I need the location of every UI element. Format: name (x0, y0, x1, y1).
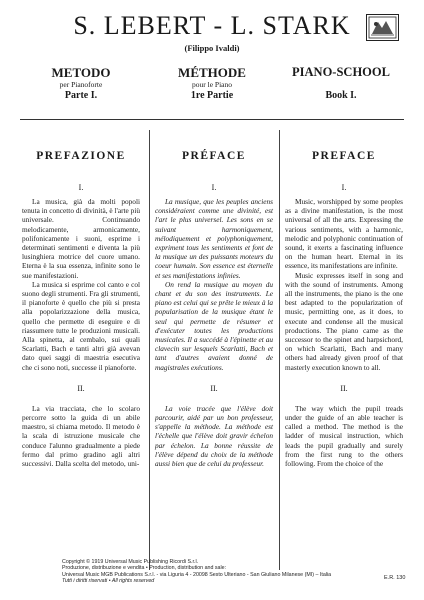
paragraph: La musica si esprime col canto e col suono degli strumenti. Fra gli strumenti, il pianoforte è quello che più si presta alla popolarizzazione della musica, quello che permette di eseguire e di riassumere tutte le produzioni musicali. Alla spinetta, al cembalo, sui quali Scarlatti, Bach e tanti altri già avevan dato quei saggi di maestria esecutiva che ci sono noti, successe il pianoforte. (22, 279, 140, 372)
paragraph: Music expresses itself in song and with the sound of instruments. Among all the instruments, the piano is the one best adapted to the popularization of music, permitting one, as it does, to execute and condense all the musical productions. The piano came as the successor to the spinet and harpsichord, on which Scarlatti, Bach and many others had already given proof of that masterly execution known to all. (285, 270, 403, 372)
footer-line: Tutti i diritti riservati • All rights reserved (62, 578, 155, 585)
section-number: I. (341, 183, 347, 192)
footer-line: Produzione, distribuzione e vendita • Production, distribution and sale: (62, 565, 227, 572)
section-title-italian: PREFAZIONE (36, 150, 126, 162)
head-italian-part: Parte I. (64, 90, 98, 101)
head-english-title: PIANO-SCHOOL (292, 65, 390, 79)
page-title: S. LEBERT - L. STARK (73, 11, 351, 40)
paragraph: La musica, già da molti popoli tenuta in concetto di divinità, è l'arte più universale. Continuando melodicamente, armonicamente, polifonicamente i suoni, esprime i determinati sentimenti e diventa la più lusinghiera motrice del cuore umano. Eterna è la sua essenza, infinite sono le sue manifestazioni. (22, 197, 140, 280)
footer-line: Universal Music MGB Publications S.r.l. - via Liguria 4 - 20098 Sesto Ulteriano - San Giuliano Milanese (MI) – Italia (62, 571, 332, 578)
column-italian (22, 150, 140, 468)
section-number: I. (78, 183, 84, 192)
paragraph: On rend la musique au moyen du chant et du son des instruments. Le piano est celui qui se prête le mieux à la popularisation de la musique étant le seul qui permette de résumer et d'exécuter toutes les productions musicales. Il a succédé à l'épinette et au clavecin sur lesquels Scarlatti, Bach et tant d'autres avaient donné de magistrales exécutions. (155, 279, 273, 372)
head-french (157, 65, 267, 102)
head-english-part: Book I. (325, 90, 357, 101)
head-italian-sub: per Pianoforte (59, 80, 103, 89)
paragraph: The way which the pupil treads under the guide of an able teacher is called a method. The method is the ladder of musical instruction, which leads the pupil gradually and surely from the first rung to the others following. From the choice of the (285, 403, 403, 469)
publisher-logo-icon (366, 14, 399, 41)
column-divider-left (149, 130, 150, 570)
head-italian-title: METODO (51, 65, 111, 80)
footer-line: Copyright © 1919 Universal Music Publishing Ricordi S.r.l. (62, 559, 199, 565)
section-title-french: PRÉFACE (182, 150, 246, 162)
column-french (155, 150, 273, 468)
paragraph: La voie tracée que l'élève doit parcourir, aidé par un bon professeur, s'appelle la méthode. La méthode est l'échelle que l'élève doit gravir échelon par échelon. La bonne réussite de l'élève dépend du choix de la méthode aussi bien que de celui du professeur. (155, 403, 273, 469)
section-title-english: PREFACE (312, 150, 376, 162)
head-english-sub (286, 80, 396, 89)
column-english (285, 150, 403, 468)
paragraph: La musique, que les peuples anciens considéraient comme une divinité, est l'art le plus universel. Les sons en se suivant harmoniquement, mélodiquement et polyphoniquement, expriment tous les sentiments et font de la musique un des puissants moteurs du coeur humain. Son essence est éternelle et ses manifestations infinies. (155, 197, 273, 280)
column-divider-right (279, 130, 280, 570)
paragraph: Music, worshipped by some peoples as a divine manifestation, is the most universal of all the arts. Expressing the various sentiments, with a harmonic, melodic and polyphonic continuation of sound, it exerts a fascinating influence on the human heart. Eternal in its essence, its manifestations are infinite. (285, 197, 403, 271)
head-french-part: 1re Partie (190, 90, 234, 101)
head-english (286, 65, 396, 102)
paragraph: La via tracciata, che lo scolaro percorre sotto la guida di un abile maestro, si chiama metodo. Il metodo è la scala di istruzione musicale che conduce l'alunno gradualmente a piede fermo dal primo gradino agli altri successivi. Dalla scelta del metodo, uni- (22, 403, 140, 469)
section-number: II. (77, 383, 85, 393)
head-italian (26, 65, 136, 102)
edition-code: E.R. 130 (384, 575, 406, 581)
copyright-footer (62, 559, 382, 585)
section-number: II. (210, 383, 218, 393)
section-number: II. (340, 383, 348, 393)
head-french-sub: pour le Piano (192, 80, 232, 89)
top-divider (20, 119, 404, 120)
page-subtitle: (Filippo Ivaldi) (184, 43, 240, 53)
head-french-title: MÉTHODE (178, 65, 246, 80)
section-number: I. (211, 183, 217, 192)
